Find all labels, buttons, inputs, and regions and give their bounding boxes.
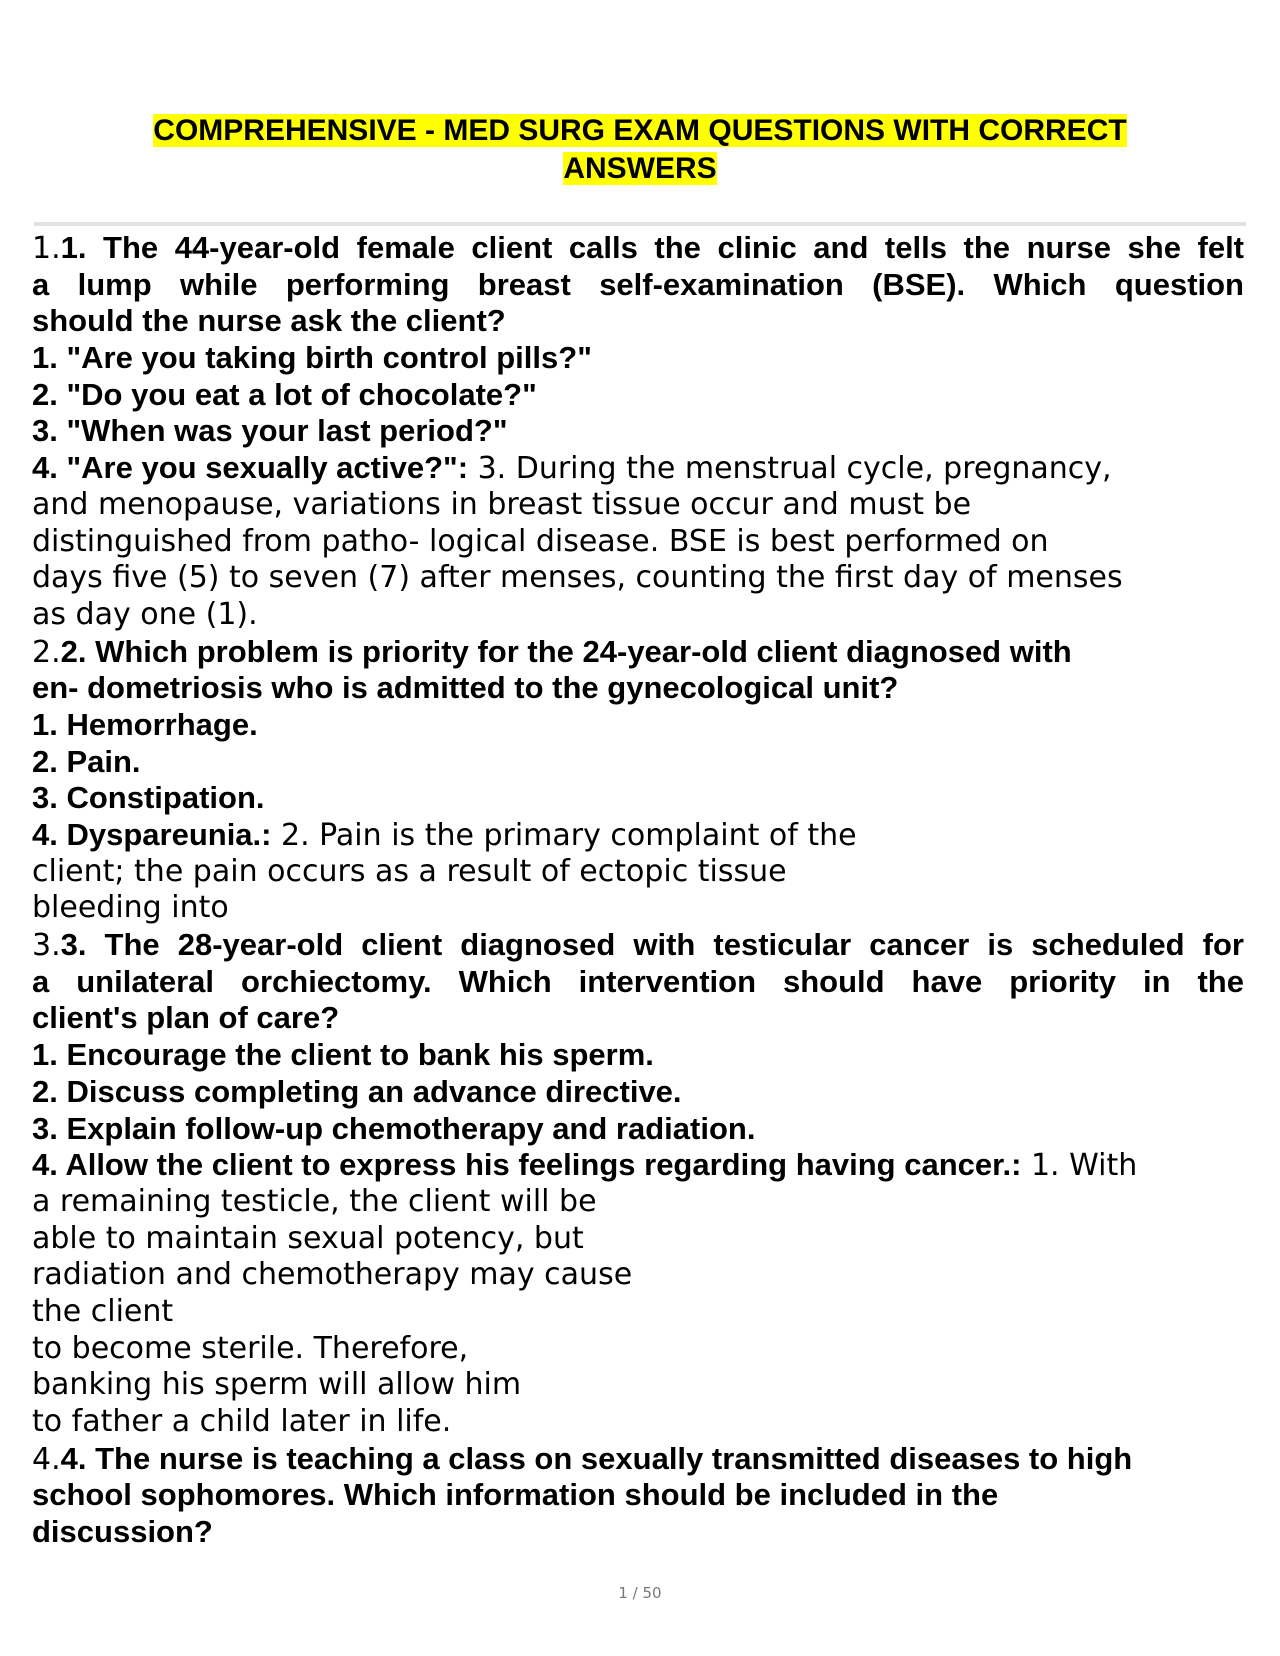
question-2-stem-line-2: en- dometriosis who is admitted to the gynecological unit? [32, 670, 899, 706]
answer-text: 2. Pain is the primary complaint of the [271, 818, 857, 853]
question-1-option-1: 1. "Are you taking birth control pills?" [32, 340, 592, 376]
question-1-answer-line-1: and menopause, variations in breast tissue occur and must be [32, 486, 972, 522]
question-2-option-1: 1. Hemorrhage. [32, 706, 258, 742]
question-number: 2. [32, 634, 61, 670]
question-3-option-3: 3. Explain follow-up chemotherapy and radiation. [32, 1110, 756, 1146]
question-number: 1. [32, 231, 61, 266]
question-3-answer-line-4: the client [32, 1293, 174, 1329]
question-3-stem-line-2: a unilateral orchiectomy. Which intervention should have priority in the [32, 963, 1244, 999]
question-2-answer-line-2: bleeding into [32, 890, 229, 926]
question-2-stem-line-1 [32, 634, 1244, 671]
question-list [32, 230, 1244, 1551]
answer-text: 3. During the menstrual cycle, pregnancy, [468, 451, 1112, 487]
last-option: 4. Dyspareunia.: [32, 817, 272, 852]
question-number: 3. [32, 928, 61, 964]
question-1-stem-line-3: should the nurse ask the client? [32, 303, 506, 339]
question-1-option-3: 3. "When was your last period?" [32, 413, 508, 449]
question-1-option-4 [32, 450, 1244, 487]
question-text: 2. Which problem is priority for the 24-year-old client diagnosed with [60, 633, 1072, 669]
question-4-stem-line-2: school sophomores. Which information should be included in the [32, 1477, 999, 1513]
page-indicator: 1 / 50 [618, 1584, 662, 1602]
title-divider [34, 222, 1246, 226]
title-line-2: ANSWERS [563, 152, 717, 185]
question-text: 4. The nurse is teaching a class on sexually transmitted diseases to high [60, 1440, 1133, 1476]
question-3-answer-line-1: a remaining testicle, the client will be [32, 1183, 597, 1219]
question-1-answer-line-3: days five (5) to seven (7) after menses, counting the first day of menses [32, 560, 1123, 596]
question-1-option-2: 2. "Do you eat a lot of chocolate?" [32, 376, 537, 412]
document-title [60, 112, 1220, 188]
question-3-stem-line-3: client's plan of care? [32, 1000, 340, 1036]
question-number: 4. [32, 1441, 61, 1477]
question-4-stem-line-3: discussion? [32, 1514, 213, 1550]
question-3-answer-line-5: to become sterile. Therefore, [32, 1330, 469, 1366]
question-3-stem-line-1 [32, 927, 1244, 964]
question-3-answer-line-2: able to maintain sexual potency, but [32, 1220, 584, 1256]
title-line-1: COMPREHENSIVE - MED SURG EXAM QUESTIONS WITH CORRECT [153, 114, 1127, 147]
question-1-stem-line-1 [32, 230, 1244, 267]
question-2-option-4 [32, 817, 1244, 854]
question-3-answer-line-7: to father a child later in life. [32, 1404, 452, 1439]
question-1-stem-line-2: a lump while performing breast self-examination (BSE). Which question [32, 266, 1244, 302]
question-2-option-2: 2. Pain. [32, 743, 141, 779]
question-text: 1. The 44-year-old female client calls the clinic and tells the nurse she felt [60, 230, 1244, 265]
question-2-option-3: 3. Constipation. [32, 780, 265, 816]
question-3-option-1: 1. Encourage the client to bank his sperm. [32, 1037, 654, 1073]
question-4-stem-line-1 [32, 1441, 1244, 1478]
question-1-answer-line-2: distinguished from patho- logical disease. BSE is best performed on [32, 523, 1049, 559]
question-text: 3. The 28-year-old client diagnosed with testicular cancer is scheduled for [60, 927, 1244, 963]
question-1-answer-line-4: as day one (1). [32, 596, 258, 632]
answer-text: 1. With [1021, 1148, 1138, 1184]
question-3-answer-line-3: radiation and chemotherapy may cause [32, 1257, 633, 1293]
question-2-answer-line-1: client; the pain occurs as a result of ectopic tissue [32, 853, 787, 889]
last-option: 4. "Are you sexually active?": [32, 450, 469, 486]
question-3-option-2: 2. Discuss completing an advance directive. [32, 1073, 682, 1109]
question-3-option-4 [32, 1147, 1244, 1184]
last-option: 4. Allow the client to express his feelings regarding having cancer.: [32, 1147, 1022, 1183]
question-3-answer-line-6: banking his sperm will allow him [32, 1367, 522, 1403]
